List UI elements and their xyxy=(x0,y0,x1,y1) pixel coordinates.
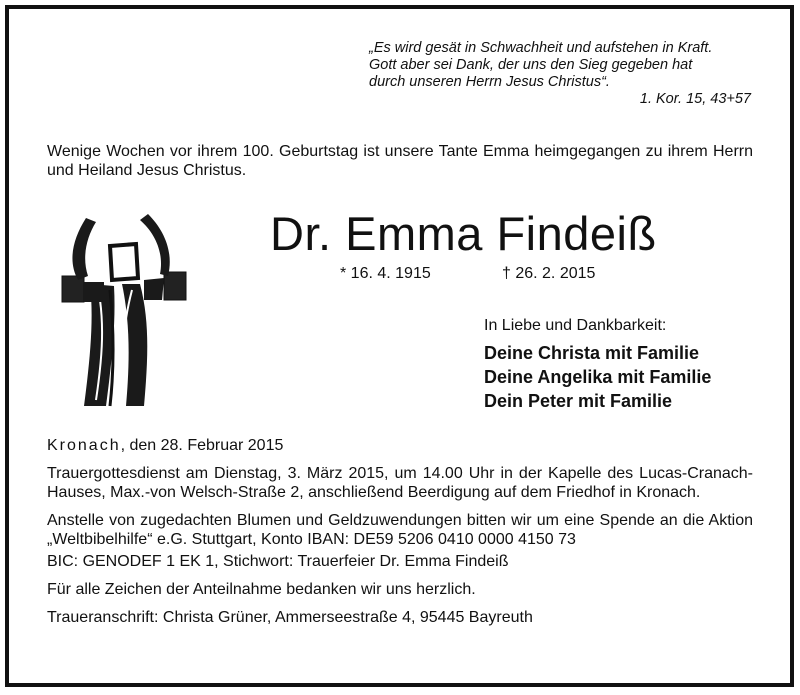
quote-line: „Es wird gesät in Schwachheit und aufstehen in Kraft. xyxy=(369,40,713,56)
birth-date: * 16. 4. 1915 xyxy=(340,265,431,282)
place: Kronach xyxy=(47,437,121,454)
signoff-heading: In Liebe und Dankbarkeit: xyxy=(484,317,667,334)
signer: Dein Peter mit Familie xyxy=(484,391,673,411)
mourning-address: Traueranschrift: Christa Grüner, Ammerseestraße 4, 95445 Bayreuth xyxy=(47,609,533,626)
quote-line: durch unseren Herrn Jesus Christus“. xyxy=(369,74,610,90)
quote-line: Gott aber sei Dank, der uns den Sieg gegeben hat xyxy=(369,57,693,73)
cross-icon xyxy=(60,210,188,410)
place-date-line xyxy=(47,436,753,455)
service-info: Trauergottesdienst am Dienstag, 3. März 2015, um 14.00 Uhr in der Kapelle des Lucas-Cranach-Hauses, Max.-von Welsch-Straße 2, anschließend Beerdigung auf dem Friedhof in Kronach. xyxy=(47,465,753,501)
bic-info: BIC: GENODEF 1 EK 1, Stichwort: Trauerfeier Dr. Emma Findeiß xyxy=(47,553,509,570)
death-date: † 26. 2. 2015 xyxy=(502,265,596,282)
date: , den 28. Februar 2015 xyxy=(120,437,284,454)
quote-reference: 1. Kor. 15, 43+57 xyxy=(639,91,751,107)
signoff xyxy=(484,316,711,413)
deceased-name: Dr. Emma Findeiß xyxy=(270,207,657,260)
thanks-text: Für alle Zeichen der Anteilnahme bedanken wir uns herzlich. xyxy=(47,581,476,598)
signer: Deine Christa mit Familie xyxy=(484,343,700,363)
signer: Deine Angelika mit Familie xyxy=(484,367,712,387)
intro-text: Wenige Wochen vor ihrem 100. Geburtstag ist unsere Tante Emma heimgegangen zu ihrem Herrn und Heiland Jesus Christus. xyxy=(47,143,753,179)
bible-quote xyxy=(369,40,751,108)
notice-details xyxy=(47,436,753,627)
donation-info: Anstelle von zugedachten Blumen und Geldzuwendungen bitten wir um eine Spende an die Aktion „Weltbibelhilfe“ e.G. Stuttgart, Konto IBAN: DE59 5206 0410 0000 4150 73 xyxy=(47,512,753,548)
